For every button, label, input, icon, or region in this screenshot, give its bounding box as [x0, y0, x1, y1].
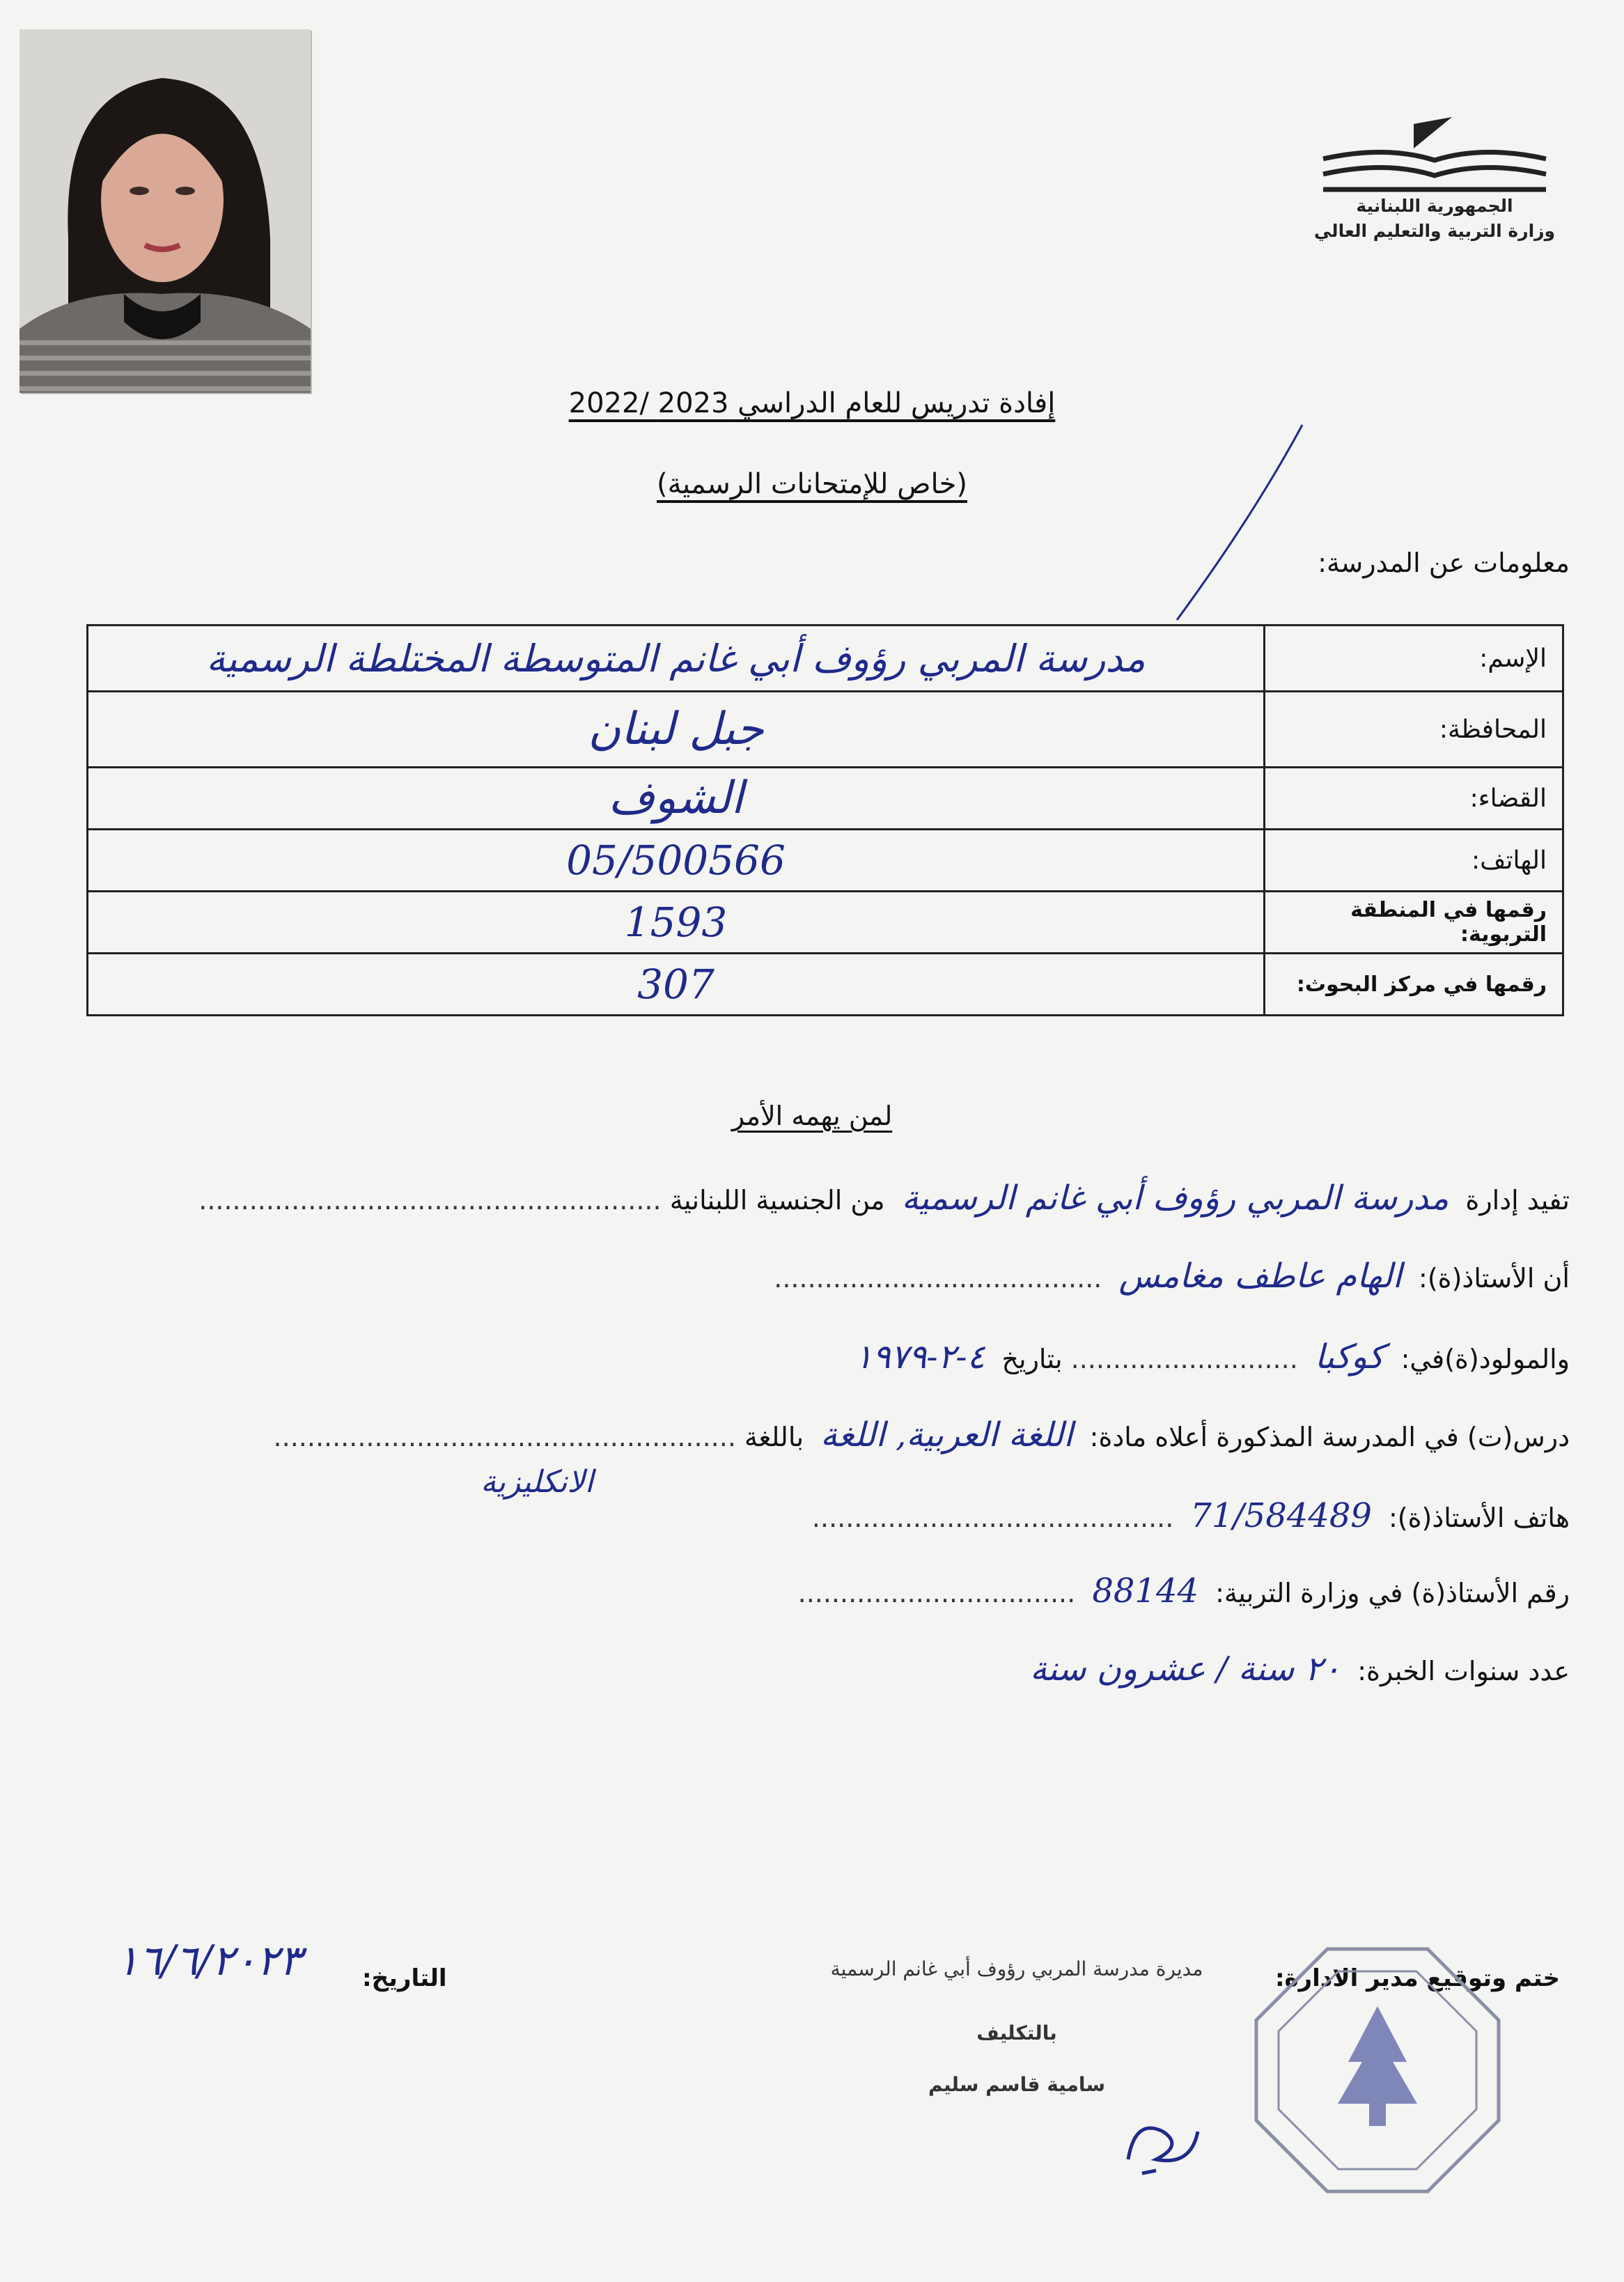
research-center-number-value: 307	[88, 954, 1265, 1016]
stamp-signature-label: ختم وتوقيع مدير الادارة:	[1274, 1964, 1560, 1992]
statement-text: أن الأستاذ(ة):	[1419, 1263, 1570, 1294]
dotted-leader: .......................................................	[273, 1422, 736, 1452]
phone-value: 05/500566	[88, 830, 1265, 892]
school-name-fill: مدرسة المربي رؤوف أبي غانم الرسمية	[901, 1179, 1449, 1218]
dotted-leader: ...........................................	[811, 1503, 1174, 1533]
statement-line-6	[177, 1570, 1570, 1614]
table-row	[88, 892, 1563, 954]
applicant-photo	[19, 29, 311, 393]
research-center-number-label: رقمها في مركز البحوث:	[1265, 954, 1563, 1016]
book-and-pen-icon	[1309, 117, 1560, 194]
statement-text: عدد سنوات الخبرة:	[1357, 1656, 1570, 1686]
statement-line-2	[177, 1255, 1570, 1299]
statement-line-4	[177, 1414, 1570, 1458]
district-label: القضاء:	[1265, 768, 1563, 830]
handwritten-stroke	[1149, 418, 1316, 627]
statement-text: من الجنسية اللبنانية	[669, 1185, 885, 1216]
document-subtitle: (خاص للإمتحانات الرسمية)	[657, 468, 967, 500]
statement-line-7	[177, 1648, 1570, 1692]
experience-years-fill: ٢٠ سنة / عشرون سنة	[1030, 1650, 1341, 1689]
dotted-leader: ...........................	[1070, 1344, 1298, 1374]
edu-zone-number-value: 1593	[88, 892, 1265, 954]
statement-text: بتاريخ	[1001, 1344, 1063, 1374]
republic-name: الجمهورية اللبنانية	[1356, 196, 1513, 216]
date-value: ١٦/٦/٢٠٢٣	[116, 1936, 302, 1985]
teacher-ministry-number-fill: 88144	[1092, 1571, 1199, 1610]
dotted-leader: .......................................................	[198, 1185, 662, 1216]
table-row	[88, 768, 1563, 830]
principal-title: مديرة مدرسة المربي رؤوف أبي غانم الرسمية	[830, 1957, 1203, 1980]
statement-text: رقم الأستاذ(ة) في وزارة التربية:	[1215, 1578, 1570, 1608]
official-stamp-icon	[1251, 1943, 1504, 2197]
statement-text: تفيد إدارة	[1465, 1185, 1570, 1216]
principal-signature	[1114, 2104, 1212, 2180]
statement-text: والمولود(ة)في:	[1400, 1344, 1570, 1374]
statement-text: باللغة	[744, 1422, 804, 1452]
edu-zone-number-label: رقمها في المنطقة التربوية:	[1265, 892, 1563, 954]
statement-text: هاتف الأستاذ(ة):	[1388, 1503, 1570, 1533]
principal-name: سامية قاسم سليم	[928, 2073, 1105, 2096]
governorate-value: جبل لبنان	[88, 692, 1265, 768]
table-row	[88, 626, 1563, 692]
statement-line-1	[177, 1177, 1570, 1221]
birthplace-fill: كوكبا	[1314, 1337, 1384, 1376]
statement-text: درس(ت) في المدرسة المذكورة أعلاه مادة:	[1089, 1422, 1570, 1452]
district-value: الشوف	[88, 768, 1265, 830]
subject-fill: اللغة العربية, اللغة	[820, 1415, 1073, 1454]
dotted-leader: .......................................	[774, 1263, 1102, 1294]
table-row	[88, 830, 1563, 892]
school-info-table	[86, 624, 1564, 1016]
ministry-name: وزارة التربية والتعليم العالي	[1313, 221, 1556, 241]
table-row	[88, 692, 1563, 768]
subject-fill-extra: الانكليزية	[481, 1464, 593, 1500]
phone-label: الهاتف:	[1265, 830, 1563, 892]
document-title: إفادة تدريس للعام الدراسي 2023 /2022	[568, 387, 1056, 419]
table-row	[88, 954, 1563, 1016]
date-label: التاريخ:	[362, 1964, 447, 1992]
school-info-heading: معلومات عن المدرسة:	[1318, 548, 1570, 578]
governorate-label: المحافظة:	[1265, 692, 1563, 768]
statement-line-5	[177, 1495, 1570, 1539]
to-whom-heading: لمن يهمه الأمر	[731, 1101, 893, 1131]
school-name-label: الإسم:	[1265, 626, 1563, 692]
principal-delegation: بالتكليف	[976, 2021, 1057, 2044]
school-name-value: مدرسة المربي رؤوف أبي غانم المتوسطة المختلطة الرسمية	[88, 626, 1265, 692]
dotted-leader: .................................	[797, 1578, 1076, 1608]
statement-line-3	[177, 1336, 1570, 1380]
teacher-phone-fill: 71/584489	[1190, 1496, 1372, 1535]
birthdate-fill: ٤-٢-١٩٧٩	[854, 1337, 985, 1376]
teacher-name-fill: الهام عاطف مغامس	[1118, 1257, 1402, 1296]
ministry-logo	[1302, 117, 1567, 263]
